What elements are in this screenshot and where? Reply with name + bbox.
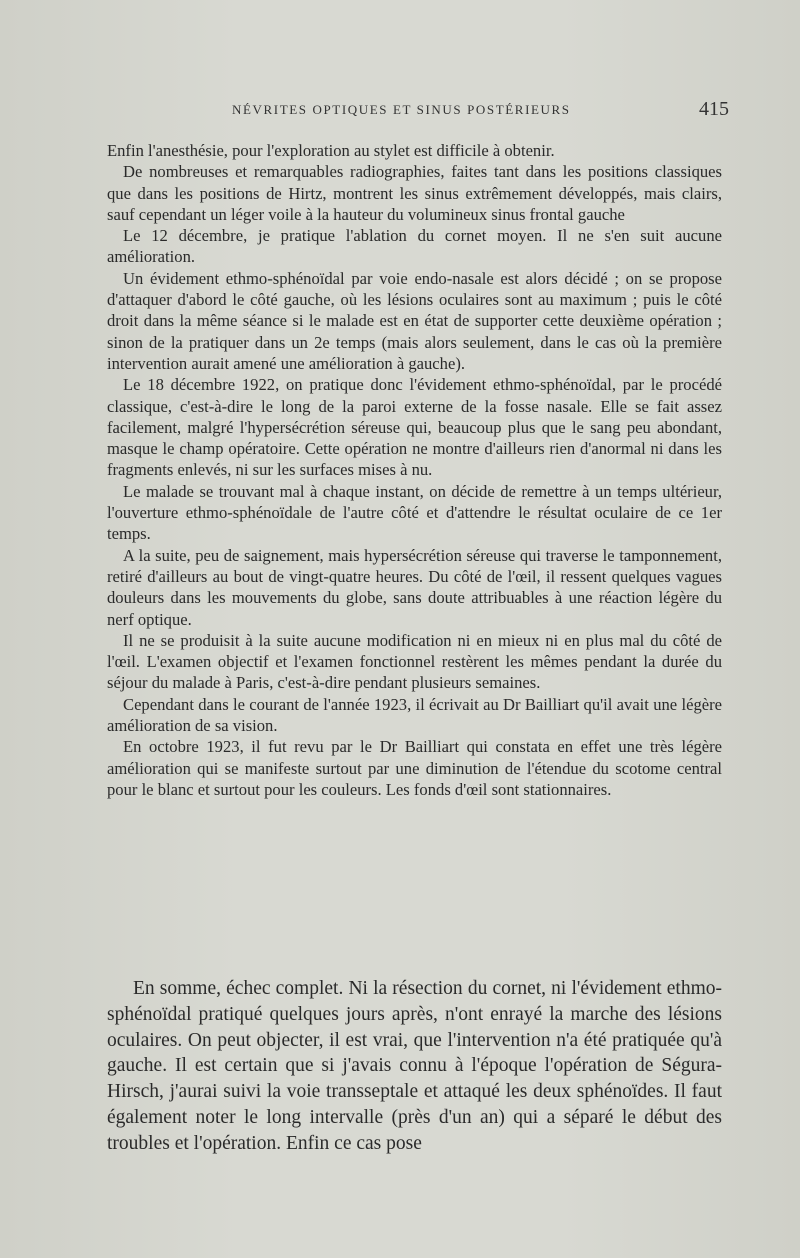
conclusion-text (107, 976, 722, 1157)
conclusion-paragraph: En somme, échec complet. Ni la résection du cornet, ni l'évidement ethmo-sphénoïdal pratiqué quelques jours après, n'ont enrayé la marche des lésions oculaires. On peut objecter, il est vrai, que l'intervention n'a été pratiquée qu'à gauche. Il est certain que si j'avais connu à l'époque l'opération de Ségura-Hirsch, j'aurai suivi la voie transseptale et attaqué les deux sphénoïdes. Il faut également noter le long intervalle (près d'un an) qui a séparé le début des troubles et l'opération. Enfin ce cas pose (107, 978, 722, 1154)
paragraph: Un évidement ethmo-sphénoïdal par voie endo-nasale est alors décidé ; on se propose d'attaquer d'abord le côté gauche, où les lésions oculaires sont au maximum ; puis le côté droit dans la même séance si le malade est en état de supporter cette deuxième opération ; sinon de la pratiquer dans un 2e temps (mais alors seulement, dans le cas où la première intervention aurait amené une amélioration à gauche). (107, 268, 722, 373)
running-title: NÉVRITES OPTIQUES ET SINUS POSTÉRIEURS (232, 102, 571, 117)
paragraph: Il ne se produisit à la suite aucune modification ni en mieux ni en plus mal du côté de l'œil. L'examen objectif et l'examen fonctionnel restèrent les mêmes pendant la durée du séjour du malade à Paris, c'est-à-dire pendant plusieurs semaines. (107, 630, 722, 693)
paragraph: Enfin l'anesthésie, pour l'exploration au stylet est difficile à obtenir. (107, 141, 555, 160)
paragraph: A la suite, peu de saignement, mais hypersécrétion séreuse qui traverse le tamponnement, retiré d'ailleurs au bout de vingt-quatre heures. Du côté de l'œil, il ressent quelques vagues douleurs dans les mouvements du globe, sans doute attribuables à une réaction légère du nerf optique. (107, 545, 722, 629)
paragraph: Le malade se trouvant mal à chaque instant, on décide de remettre à un temps ultérieur, l'ouverture ethmo-sphénoïdale de l'autre côté et d'attendre le résultat oculaire de ce 1er temps. (107, 481, 722, 544)
page-number: 415 (699, 98, 729, 120)
paragraph: Le 12 décembre, je pratique l'ablation du cornet moyen. Il ne s'en suit aucune amélioration. (107, 226, 722, 267)
paragraph: Le 18 décembre 1922, on pratique donc l'évidement ethmo-sphénoïdal, par le procédé classique, c'est-à-dire le long de la paroi externe de la fosse nasale. Elle se fait assez facilement, malgré l'hypersécrétion séreuse qui, beaucoup plus que le sang peu abondant, masque le champ opératoire. Cette opération ne montre d'ailleurs rien d'anormal ni dans les fragments enlevés, ni sur les surfaces mises à nu. (107, 375, 722, 480)
paragraph: Cependant dans le courant de l'année 1923, il écrivait au Dr Bailliart qu'il avait une légère amélioration de sa vision. (107, 694, 722, 736)
paragraph: De nombreuses et remarquables radiographies, faites tant dans les positions classiques que dans les positions de Hirtz, montrent les sinus extrêmement développés, mais clairs, sauf cependant un léger voile à la hauteur du volumineux sinus frontal gauche (107, 162, 722, 224)
page-header (107, 100, 729, 120)
paragraph: En octobre 1923, il fut revu par le Dr Bailliart qui constata en effet une très légère amélioration qui se manifeste surtout par une diminution de l'étendue du scotome central pour le blanc et surtout pour les couleurs. Les fonds d'œil sont stationnaires. (107, 737, 722, 799)
body-text (107, 140, 722, 800)
